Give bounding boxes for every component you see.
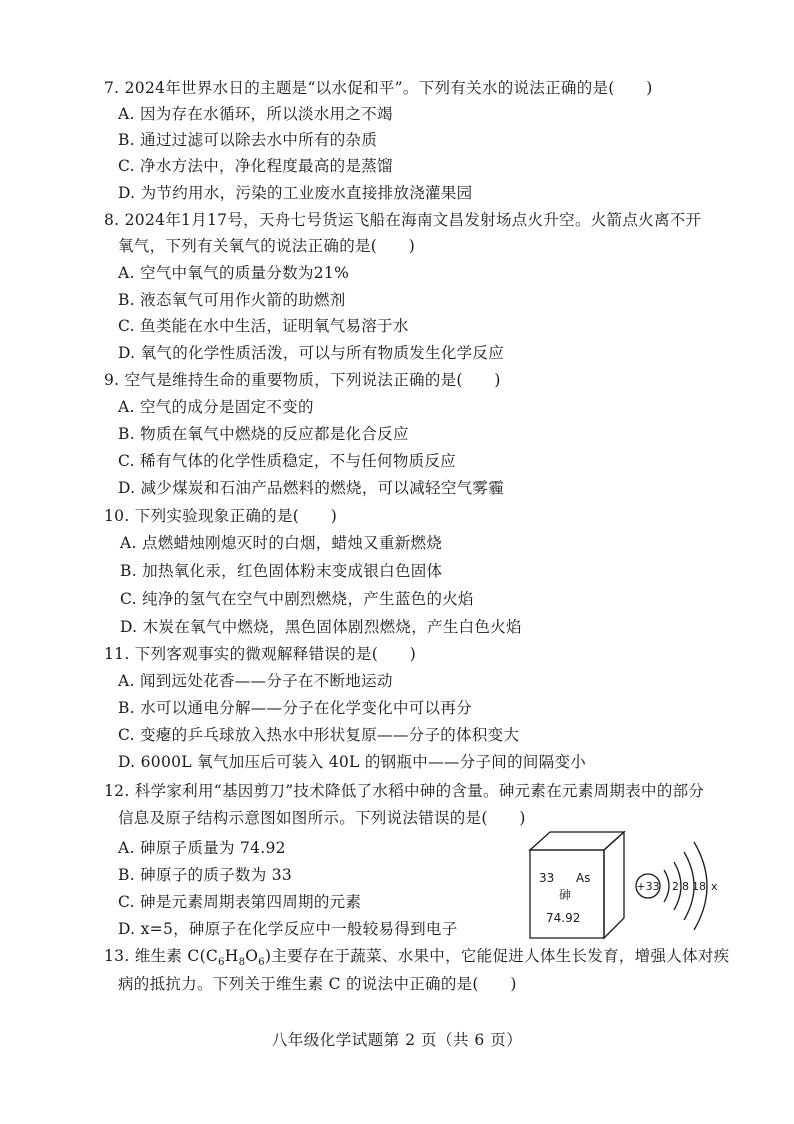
question-8-option-b: B. 液态氧气可用作火箭的助燃剂 [118, 291, 346, 309]
question-9-option-a: A. 空气的成分是固定不变的 [118, 398, 314, 416]
q13-mid-h: H [224, 947, 239, 965]
question-8-stem-cont: 氧气，下列有关氧气的说法正确的是( ) [118, 237, 416, 255]
shell-4-count: x [711, 880, 718, 893]
element-name: 砷 [559, 888, 572, 902]
question-12-option-b: B. 砷原子的质子数为 33 [118, 866, 293, 884]
q13-mid-o: O [245, 947, 259, 965]
q13-sub-h: 8 [238, 957, 246, 969]
element-mass: 74.92 [546, 911, 581, 925]
question-10-option-b: B. 加热氧化汞，红色固体粉末变成银白色固体 [120, 562, 443, 580]
question-8-stem: 8. 2024年1月17号，天舟七号货运飞船在海南文昌发射场点火升空。火箭点火离不开 [104, 211, 702, 229]
q13-sub-o: 6 [258, 957, 265, 969]
question-11-option-b: B. 水可以通电分解——分子在化学变化中可以再分 [118, 699, 472, 717]
question-13-stem-cont: 病的抵抗力。下列关于维生素 C 的说法中正确的是( ) [118, 975, 517, 993]
question-11-option-d: D. 6000L 氧气加压后可装入 40L 的钢瓶中——分子间的间隔变小 [118, 753, 587, 771]
arsenic-figure [524, 822, 724, 942]
question-12-stem-cont: 信息及原子结构示意图如图所示。下列说法错误的是( ) [118, 809, 526, 827]
question-7-option-d: D. 为节约用水，污染的工业废水直接排放浇灌果园 [118, 184, 473, 202]
page-footer: 八年级化学试题第 2 页（共 6 页） [271, 1031, 523, 1049]
atom-structure [636, 842, 718, 930]
q13-sub-c: 6 [218, 957, 225, 969]
element-symbol: As [576, 871, 591, 885]
question-11-stem: 11. 下列客观事实的微观解释错误的是( ) [104, 645, 417, 663]
question-12-stem: 12. 科学家利用“基因剪刀”技术降低了水稻中砷的含量。砷元素在元素周期表中的部分 [104, 782, 705, 800]
question-7-option-a: A. 因为存在水循环，所以淡水用之不竭 [118, 105, 393, 123]
q13-stem-post: )主要存在于蔬菜、水果中，它能促进人体生长发育，增强人体对疾 [264, 947, 730, 965]
shell-3-count: 18 [692, 880, 706, 893]
question-9-option-c: C. 稀有气体的化学性质稳定，不与任何物质反应 [118, 452, 457, 470]
question-7-option-c: C. 净水方法中，净化程度最高的是蒸馏 [118, 157, 393, 175]
element-atomic-number: 33 [539, 871, 555, 885]
question-9-stem: 9. 空气是维持生命的重要物质，下列说法正确的是( ) [104, 371, 501, 389]
q13-stem-pre: 13. 维生素 C(C [104, 947, 219, 965]
question-8-option-a: A. 空气中氧气的质量分数为21% [118, 264, 350, 282]
question-7-option-b: B. 通过过滤可以除去水中所有的杂质 [118, 131, 378, 149]
shell-1-count: 2 [672, 880, 679, 893]
question-12-option-d: D. x=5，砷原子在化学反应中一般较易得到电子 [118, 920, 458, 938]
question-10-stem: 10. 下列实验现象正确的是( ) [104, 507, 338, 525]
question-12-option-c: C. 砷是元素周期表第四周期的元素 [118, 893, 362, 911]
question-10-option-d: D. 木炭在氧气中燃烧，黑色固体剧烈燃烧，产生白色火焰 [120, 618, 522, 636]
nucleus-charge: +33 [636, 880, 660, 893]
question-10-option-a: A. 点燃蜡烛刚熄灭时的白烟，蜡烛又重新燃烧 [120, 534, 443, 552]
question-8-option-c: C. 鱼类能在水中生活，证明氧气易溶于水 [118, 317, 409, 335]
question-11-option-a: A. 闻到远处花香——分子在不断地运动 [118, 672, 393, 690]
question-8-option-d: D. 氧气的化学性质活泼，可以与所有物质发生化学反应 [118, 344, 505, 362]
question-11-option-c: C. 变瘪的乒乓球放入热水中形状复原——分子的体积变大 [118, 726, 520, 744]
question-9-option-d: D. 减少煤炭和石油产品燃料的燃烧，可以减轻空气雾霾 [118, 479, 505, 497]
question-12-option-a: A. 砷原子质量为 74.92 [118, 839, 286, 857]
question-13-stem [104, 946, 730, 973]
shell-2-count: 8 [682, 880, 689, 893]
question-10-option-c: C. 纯净的氢气在空气中剧烈燃烧，产生蓝色的火焰 [120, 590, 474, 608]
question-9-option-b: B. 物质在氧气中燃烧的反应都是化合反应 [118, 425, 409, 443]
question-7-stem: 7. 2024年世界水日的主题是“以水促和平”。下列有关水的说法正确的是( ) [104, 79, 653, 97]
